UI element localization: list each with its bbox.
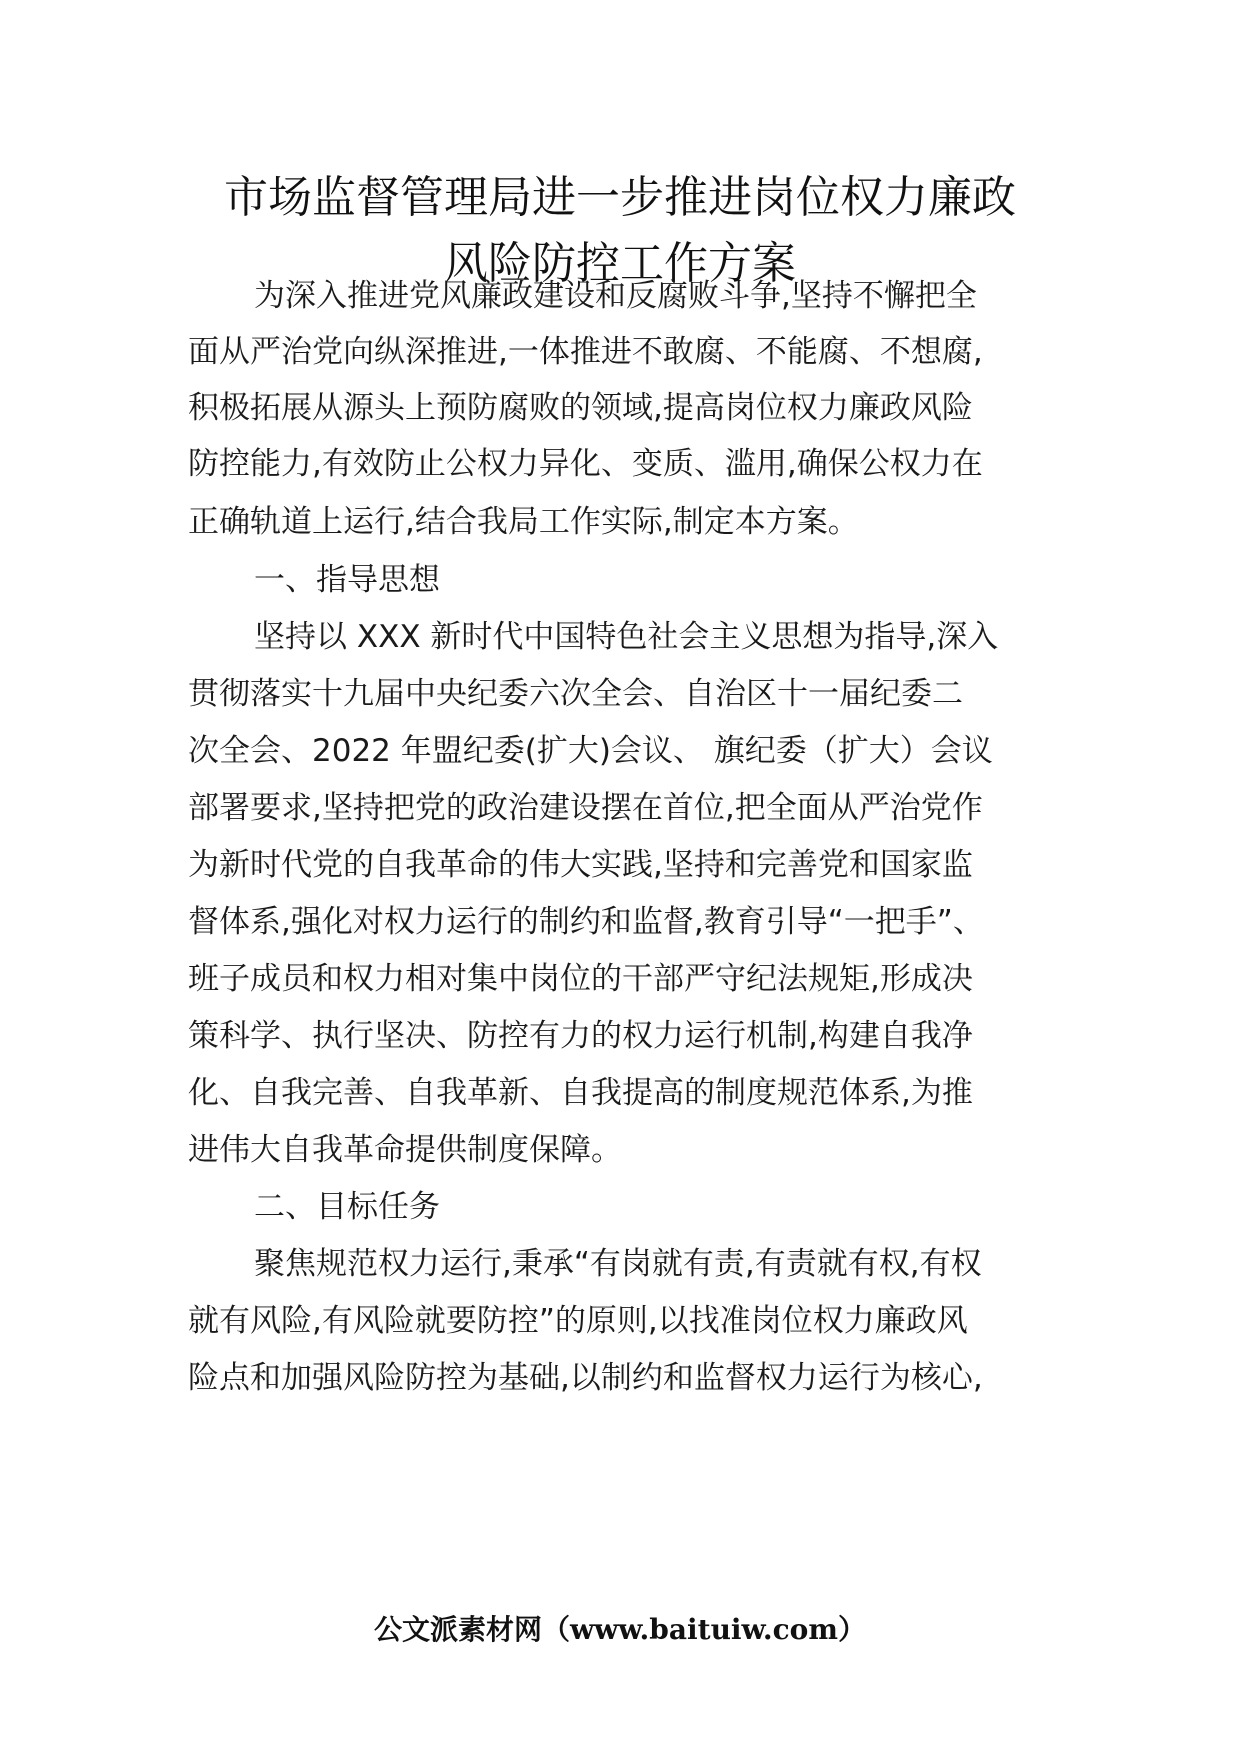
footer-watermark: 公文派素材网（www.baituiw.com）: [374, 1613, 866, 1646]
paragraph-guidance-line-3: 次全会、2022 年盟纪委(扩大)会议、 旗纪委（扩大）会议: [188, 733, 993, 769]
paragraph-intro-line-2: 面从严治党向纵深推进,一体推进不敢腐、不能腐、不想腐,: [188, 334, 983, 370]
section-heading-1: 一、指导思想: [254, 562, 440, 598]
paragraph-intro-line-4: 防控能力,有效防止公权力异化、变质、滥用,确保公权力在: [188, 446, 983, 482]
document-title-line-1: 市场监督管理局进一步推进岗位权力廉政: [224, 172, 1016, 223]
paragraph-guidance-line-8: 策科学、执行坚决、防控有力的权力运行机制,构建自我净: [188, 1018, 973, 1054]
paragraph-intro-line-3: 积极拓展从源头上预防腐败的领域,提高岗位权力廉政风险: [188, 390, 973, 426]
document-title-line-2: 风险防控工作方案: [444, 238, 796, 289]
paragraph-guidance-line-7: 班子成员和权力相对集中岗位的干部严守纪法规矩,形成决: [188, 961, 973, 997]
section-heading-2: 二、目标任务: [254, 1189, 440, 1225]
paragraph-goals-line-2: 就有风险,有风险就要防控”的原则,以找准岗位权力廉政风: [188, 1303, 968, 1339]
paragraph-guidance-line-1: 坚持以 XXX 新时代中国特色社会主义思想为指导,深入: [254, 619, 999, 655]
paragraph-intro-line-1: 为深入推进党风廉政建设和反腐败斗争,坚持不懈把全: [254, 278, 977, 314]
paragraph-guidance-line-4: 部署要求,坚持把党的政治建设摆在首位,把全面从严治党作: [188, 790, 983, 826]
paragraph-guidance-line-10: 进伟大自我革命提供制度保障。: [188, 1132, 622, 1168]
paragraph-guidance-line-5: 为新时代党的自我革命的伟大实践,坚持和完善党和国家监: [188, 847, 973, 883]
paragraph-guidance-line-9: 化、自我完善、自我革新、自我提高的制度规范体系,为推: [188, 1075, 973, 1111]
paragraph-guidance-line-2: 贯彻落实十九届中央纪委六次全会、自治区十一届纪委二: [188, 676, 963, 712]
paragraph-guidance-line-6: 督体系,强化对权力运行的制约和监督,教育引导“一把手”、: [188, 904, 984, 940]
paragraph-goals-line-3: 险点和加强风险防控为基础,以制约和监督权力运行为核心,: [188, 1360, 983, 1396]
paragraph-intro-line-5: 正确轨道上运行,结合我局工作实际,制定本方案。: [188, 504, 859, 540]
paragraph-goals-line-1: 聚焦规范权力运行,秉承“有岗就有责,有责就有权,有权: [254, 1246, 982, 1282]
